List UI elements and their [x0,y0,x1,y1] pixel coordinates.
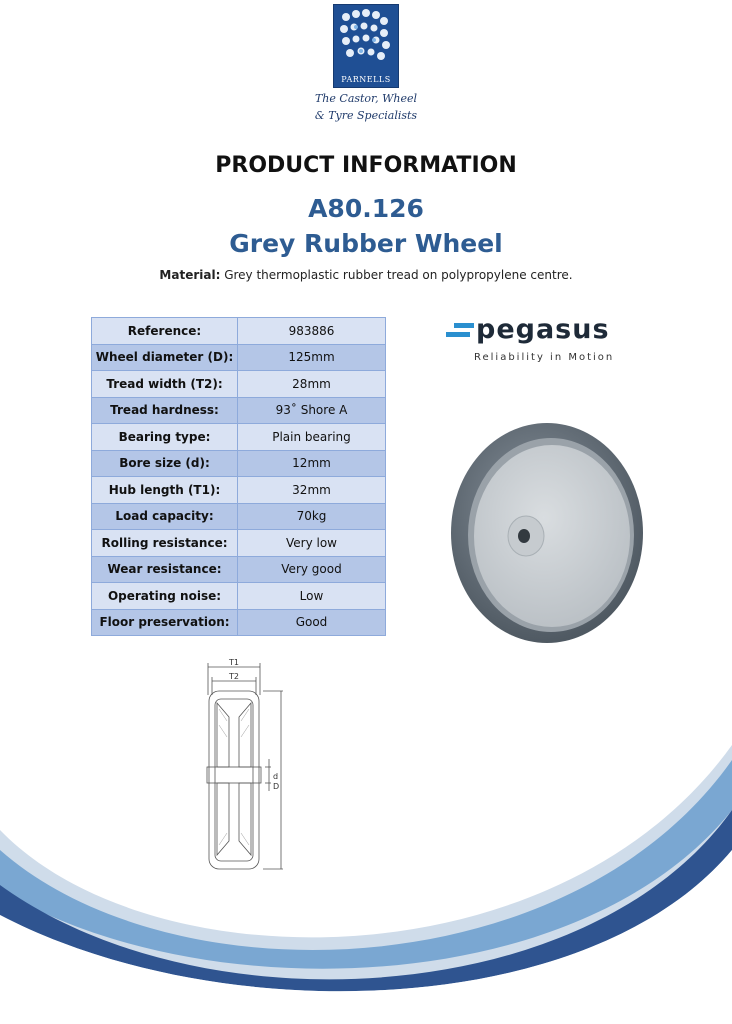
spec-value: Plain bearing [238,424,386,451]
tagline-line-1: The Castor, Wheel [314,92,418,105]
label-bore: d [273,772,279,781]
table-row [92,450,386,477]
table-row [92,503,386,530]
pegasus-logo [446,312,626,368]
spec-value: Very good [238,556,386,583]
spec-value: 93˚ Shore A [238,397,386,424]
table-row [92,609,386,636]
decorative-swoosh [0,700,732,1024]
spec-value: 32mm [238,477,386,504]
spec-label: Wheel diameter (D): [92,344,238,371]
product-code: A80.126 [308,194,424,223]
spec-value: Good [238,609,386,636]
spec-label: Bore size (d): [92,450,238,477]
spec-value: Low [238,583,386,610]
parnells-logo [333,4,399,88]
table-row [92,344,386,371]
label-t1: T1 [229,658,239,667]
table-row [92,318,386,345]
page-title: PRODUCT INFORMATION [215,153,517,178]
spec-label: Reference: [92,318,238,345]
spec-value: 125mm [238,344,386,371]
spec-value: Very low [238,530,386,557]
table-row [92,583,386,610]
pegasus-slogan: Reliability in Motion [474,352,615,363]
table-row [92,371,386,398]
material-line [0,268,732,282]
table-row [92,477,386,504]
spec-value: 983886 [238,318,386,345]
spec-label: Wear resistance: [92,556,238,583]
spec-label: Load capacity: [92,503,238,530]
spec-value: 28mm [238,371,386,398]
spec-label: Operating noise: [92,583,238,610]
material-text: Grey thermoplastic rubber tread on polypropylene centre. [220,268,573,282]
parnells-logo-icon [334,5,398,71]
table-row [92,530,386,557]
spec-value: 70kg [238,503,386,530]
spec-label: Floor preservation: [92,609,238,636]
label-diameter: D [273,782,280,791]
spec-value: 12mm [238,450,386,477]
spec-label: Tread width (T2): [92,371,238,398]
spec-table [91,317,386,636]
product-name: Grey Rubber Wheel [229,229,503,258]
table-row [92,397,386,424]
spec-label: Bearing type: [92,424,238,451]
brand-name: PARNELLS [341,75,391,84]
label-t2: T2 [229,672,239,681]
spec-label: Tread hardness: [92,397,238,424]
material-label: Material: [159,268,221,282]
pegasus-wordmark: pegasus [476,314,610,345]
wheel-photo [448,420,646,646]
tagline-line-2: & Tyre Specialists [314,109,418,122]
spec-label: Rolling resistance: [92,530,238,557]
pegasus-stripes-icon [446,320,476,344]
table-row [92,424,386,451]
spec-label: Hub length (T1): [92,477,238,504]
table-row [92,556,386,583]
